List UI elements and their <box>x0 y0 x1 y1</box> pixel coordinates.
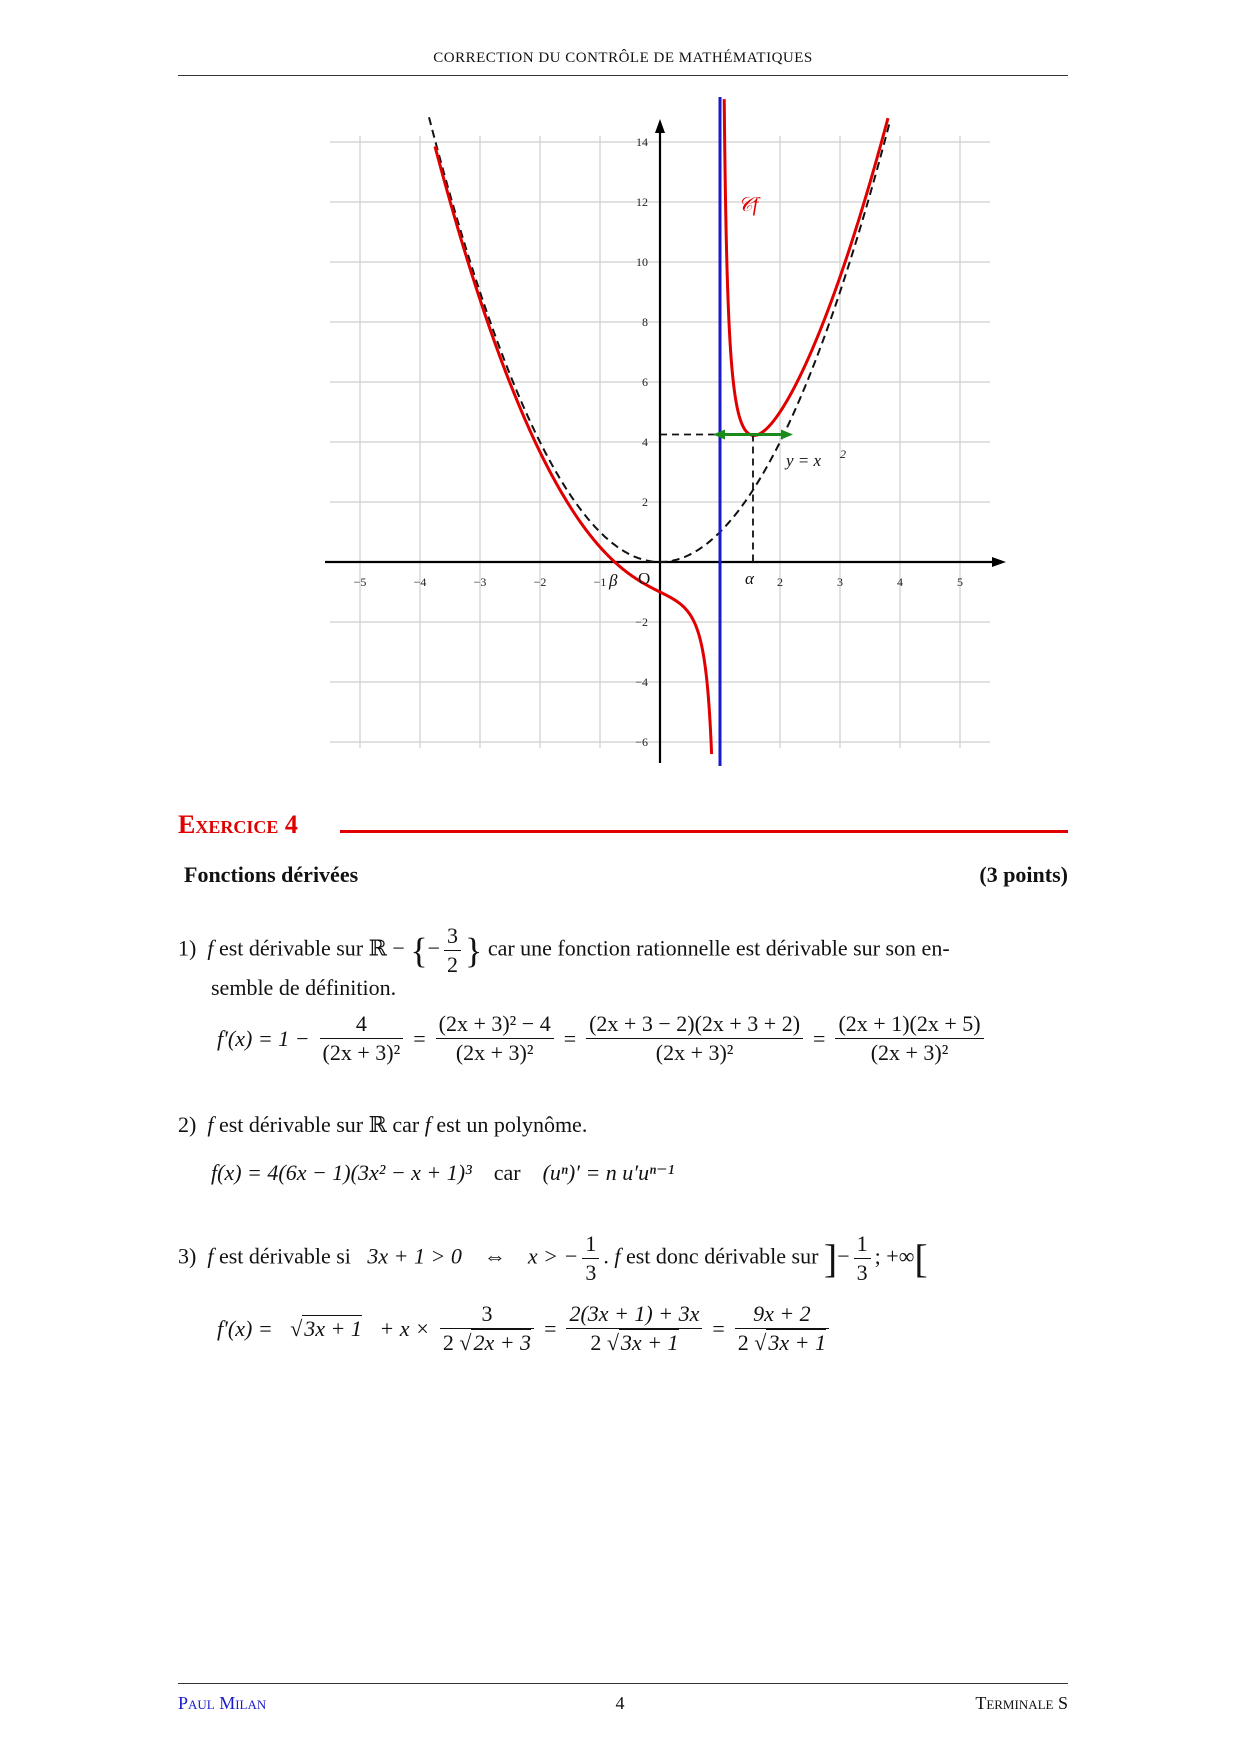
parabola-label-exponent: 2 <box>840 447 846 461</box>
q1-text1: est dérivable sur <box>218 935 364 961</box>
x-tick-label: 2 <box>777 575 783 589</box>
x-axis-arrow <box>992 557 1006 567</box>
section-name: Fonctions dérivées <box>184 862 359 887</box>
q3-frac-a <box>440 1300 534 1357</box>
q3-frac-c-den-root: 3x + 1 <box>768 1330 826 1355</box>
q1-real-set: ℝ − <box>368 935 405 961</box>
q3-frac-a-num: 3 <box>440 1300 534 1329</box>
q3-f2: f <box>614 1243 621 1269</box>
q2-f2: f <box>424 1112 431 1137</box>
q3-frac-c-den: 2 √3x + 1 <box>737 1330 826 1355</box>
q1-set-fraction <box>444 922 461 979</box>
q1-frac-b <box>436 1010 554 1067</box>
alpha-label: α <box>745 569 754 588</box>
q2-car: car <box>493 1160 521 1185</box>
q3-eq2: = <box>712 1315 725 1341</box>
footer-class: Terminale S <box>975 1693 1068 1713</box>
q3-frac-b-num: 2(3x + 1) + 3x <box>566 1300 702 1329</box>
curve-cf-left <box>435 146 712 754</box>
q3-frac-c-den-pre: 2 <box>737 1330 749 1355</box>
footer-page-number: 4 <box>615 1693 625 1713</box>
y-tick-label: 14 <box>636 135 648 149</box>
q3-eq1: = <box>544 1315 557 1341</box>
q3-line1 <box>178 1230 928 1287</box>
q3-frac-b <box>566 1300 702 1357</box>
q1-frac-a-den: (2x + 3)² <box>322 1040 401 1065</box>
q2-formula: f(x) = 4(6x − 1)(3x² − x + 1)³ <box>211 1160 472 1185</box>
q3-frac-interval-num: 1 <box>854 1230 871 1259</box>
q1-set-num: 3 <box>444 922 461 951</box>
q3-text2: est donc dérivable sur <box>625 1243 819 1269</box>
q1-derivative <box>211 1010 988 1067</box>
q3-root1: 3x + 1 <box>304 1315 362 1341</box>
exercise-rule <box>340 830 1068 833</box>
q2-text2: est un polynôme. <box>436 1112 588 1137</box>
q3-frac-a-den: 2 √2x + 3 <box>442 1330 532 1355</box>
q1-f: f <box>207 935 214 961</box>
x-tick-label: −2 <box>533 575 547 589</box>
q3-text1: est dérivable si <box>218 1243 351 1269</box>
x-tick-label: 4 <box>897 575 903 589</box>
q1-left-brace: { <box>410 930 428 971</box>
footer-author: Paul Milan <box>178 1693 267 1713</box>
q1-frac-b-num: (2x + 3)² − 4 <box>436 1010 554 1039</box>
q3-frac-cond <box>582 1230 599 1287</box>
q1-number: 1) <box>178 935 197 961</box>
y-tick-label: 10 <box>636 255 648 269</box>
q1-right-brace: } <box>465 930 483 971</box>
q2-text1: est dérivable sur ℝ car <box>218 1112 420 1137</box>
q2-formula-line <box>211 1160 674 1186</box>
q3-times: + x × <box>379 1315 430 1341</box>
y-tick-label: 6 <box>642 375 648 389</box>
q1-frac-c-den: (2x + 3)² <box>655 1040 734 1065</box>
q3-frac-c <box>735 1300 829 1357</box>
q2-line1 <box>178 1112 587 1138</box>
q1-line1 <box>178 922 950 979</box>
q3-frac-b-den-pre: 2 <box>590 1330 602 1355</box>
q3-frac-a-den-pre: 2 <box>442 1330 454 1355</box>
q3-frac-b-den-root: 3x + 1 <box>620 1330 679 1355</box>
q2-rule: (uⁿ)′ = n u′uⁿ⁻¹ <box>542 1160 675 1185</box>
y-tick-label: −2 <box>635 615 648 629</box>
q2-f: f <box>207 1112 214 1137</box>
q3-inequality: x > − <box>527 1243 579 1269</box>
q1-frac-c-num: (2x + 3 − 2)(2x + 3 + 2) <box>586 1010 803 1039</box>
x-tick-label: −3 <box>473 575 487 589</box>
q3-interval-minus: − <box>837 1243 850 1269</box>
y-tick-label: 4 <box>642 435 648 449</box>
q3-frac-a-den-root: 2x + 3 <box>473 1330 532 1355</box>
exercise-title: Exercice 4 <box>178 810 298 839</box>
q3-number: 3) <box>178 1243 197 1269</box>
y-tick-label: 8 <box>642 315 648 329</box>
q3-condition: 3x + 1 > 0 <box>367 1243 462 1269</box>
q3-f: f <box>207 1243 214 1269</box>
q1-frac-a <box>320 1010 404 1067</box>
q3-frac-interval-den: 3 <box>856 1260 868 1285</box>
x-tick-label: −5 <box>353 575 367 589</box>
q1-frac-c <box>586 1010 803 1067</box>
parabola-label: y = x <box>786 451 822 470</box>
q1-frac-a-num: 4 <box>320 1010 404 1039</box>
q1-eq1: = <box>413 1025 426 1051</box>
y-tick-label: 12 <box>636 195 648 209</box>
q3-lhs: f′(x) = <box>217 1315 273 1341</box>
q1-lhs: f′(x) = 1 − <box>217 1025 310 1051</box>
q1-frac-d-den: (2x + 3)² <box>870 1040 949 1065</box>
y-tick-label: −4 <box>635 675 648 689</box>
function-graph <box>300 110 980 749</box>
q1-eq3: = <box>813 1025 826 1051</box>
exercise-heading <box>178 810 1068 850</box>
header-rule <box>178 75 1068 76</box>
q1-minus: − <box>427 935 441 961</box>
section-title <box>184 862 1068 888</box>
q3-dot: . <box>603 1243 609 1269</box>
q3-derivative: f′(x) = √3x + 1 + x × $\frac{3}{2 √2x + 3}$ = $\frac{2(3x + 1) + 3x}{2 √3x + 1}$ = $\frac{9x + 2}{2 √3x + 1}$ <box>211 1300 833 1357</box>
q1-frac-d-num: (2x + 1)(2x + 5) <box>835 1010 983 1039</box>
beta-label: β <box>609 571 618 590</box>
x-tick-label: 5 <box>957 575 963 589</box>
y-axis-arrow <box>655 119 665 133</box>
q1-text2: car une fonction rationnelle est dérivable sur son en- <box>487 935 950 961</box>
section-points: (3 points) <box>979 862 1068 887</box>
q3-right-bracket: [ <box>914 1236 928 1281</box>
page-header: CORRECTION DU CONTRÔLE DE MATHÉMATIQUES <box>433 50 813 66</box>
q3-infinity: ; +∞ <box>874 1243 915 1269</box>
tangent-arrow-right <box>781 430 793 440</box>
y-tick-label: 2 <box>642 495 648 509</box>
q2-number: 2) <box>178 1112 197 1137</box>
q3-frac-interval <box>854 1230 871 1287</box>
q3-frac-c-num: 9x + 2 <box>735 1300 829 1329</box>
x-tick-label: 3 <box>837 575 843 589</box>
q3-frac-cond-num: 1 <box>582 1230 599 1259</box>
q3-frac-cond-den: 3 <box>585 1260 597 1285</box>
cf-label: 𝒞f <box>738 194 759 216</box>
q1-text3: semble de définition. <box>211 975 397 1000</box>
q1-frac-d <box>835 1010 983 1067</box>
q1-eq2: = <box>563 1025 577 1051</box>
footer-rule <box>178 1683 1068 1684</box>
y-tick-label: −6 <box>635 735 648 749</box>
origin-label: O <box>638 569 651 588</box>
q1-frac-b-den: (2x + 3)² <box>455 1040 534 1065</box>
x-tick-label: −1 <box>593 575 607 589</box>
q1-set-den: 2 <box>447 952 459 977</box>
q3-frac-b-den: 2 √3x + 1 <box>590 1330 679 1355</box>
x-tick-label: −4 <box>413 575 427 589</box>
q3-left-bracket: ] <box>823 1236 838 1281</box>
q3-iff: ⇔ <box>483 1243 506 1269</box>
